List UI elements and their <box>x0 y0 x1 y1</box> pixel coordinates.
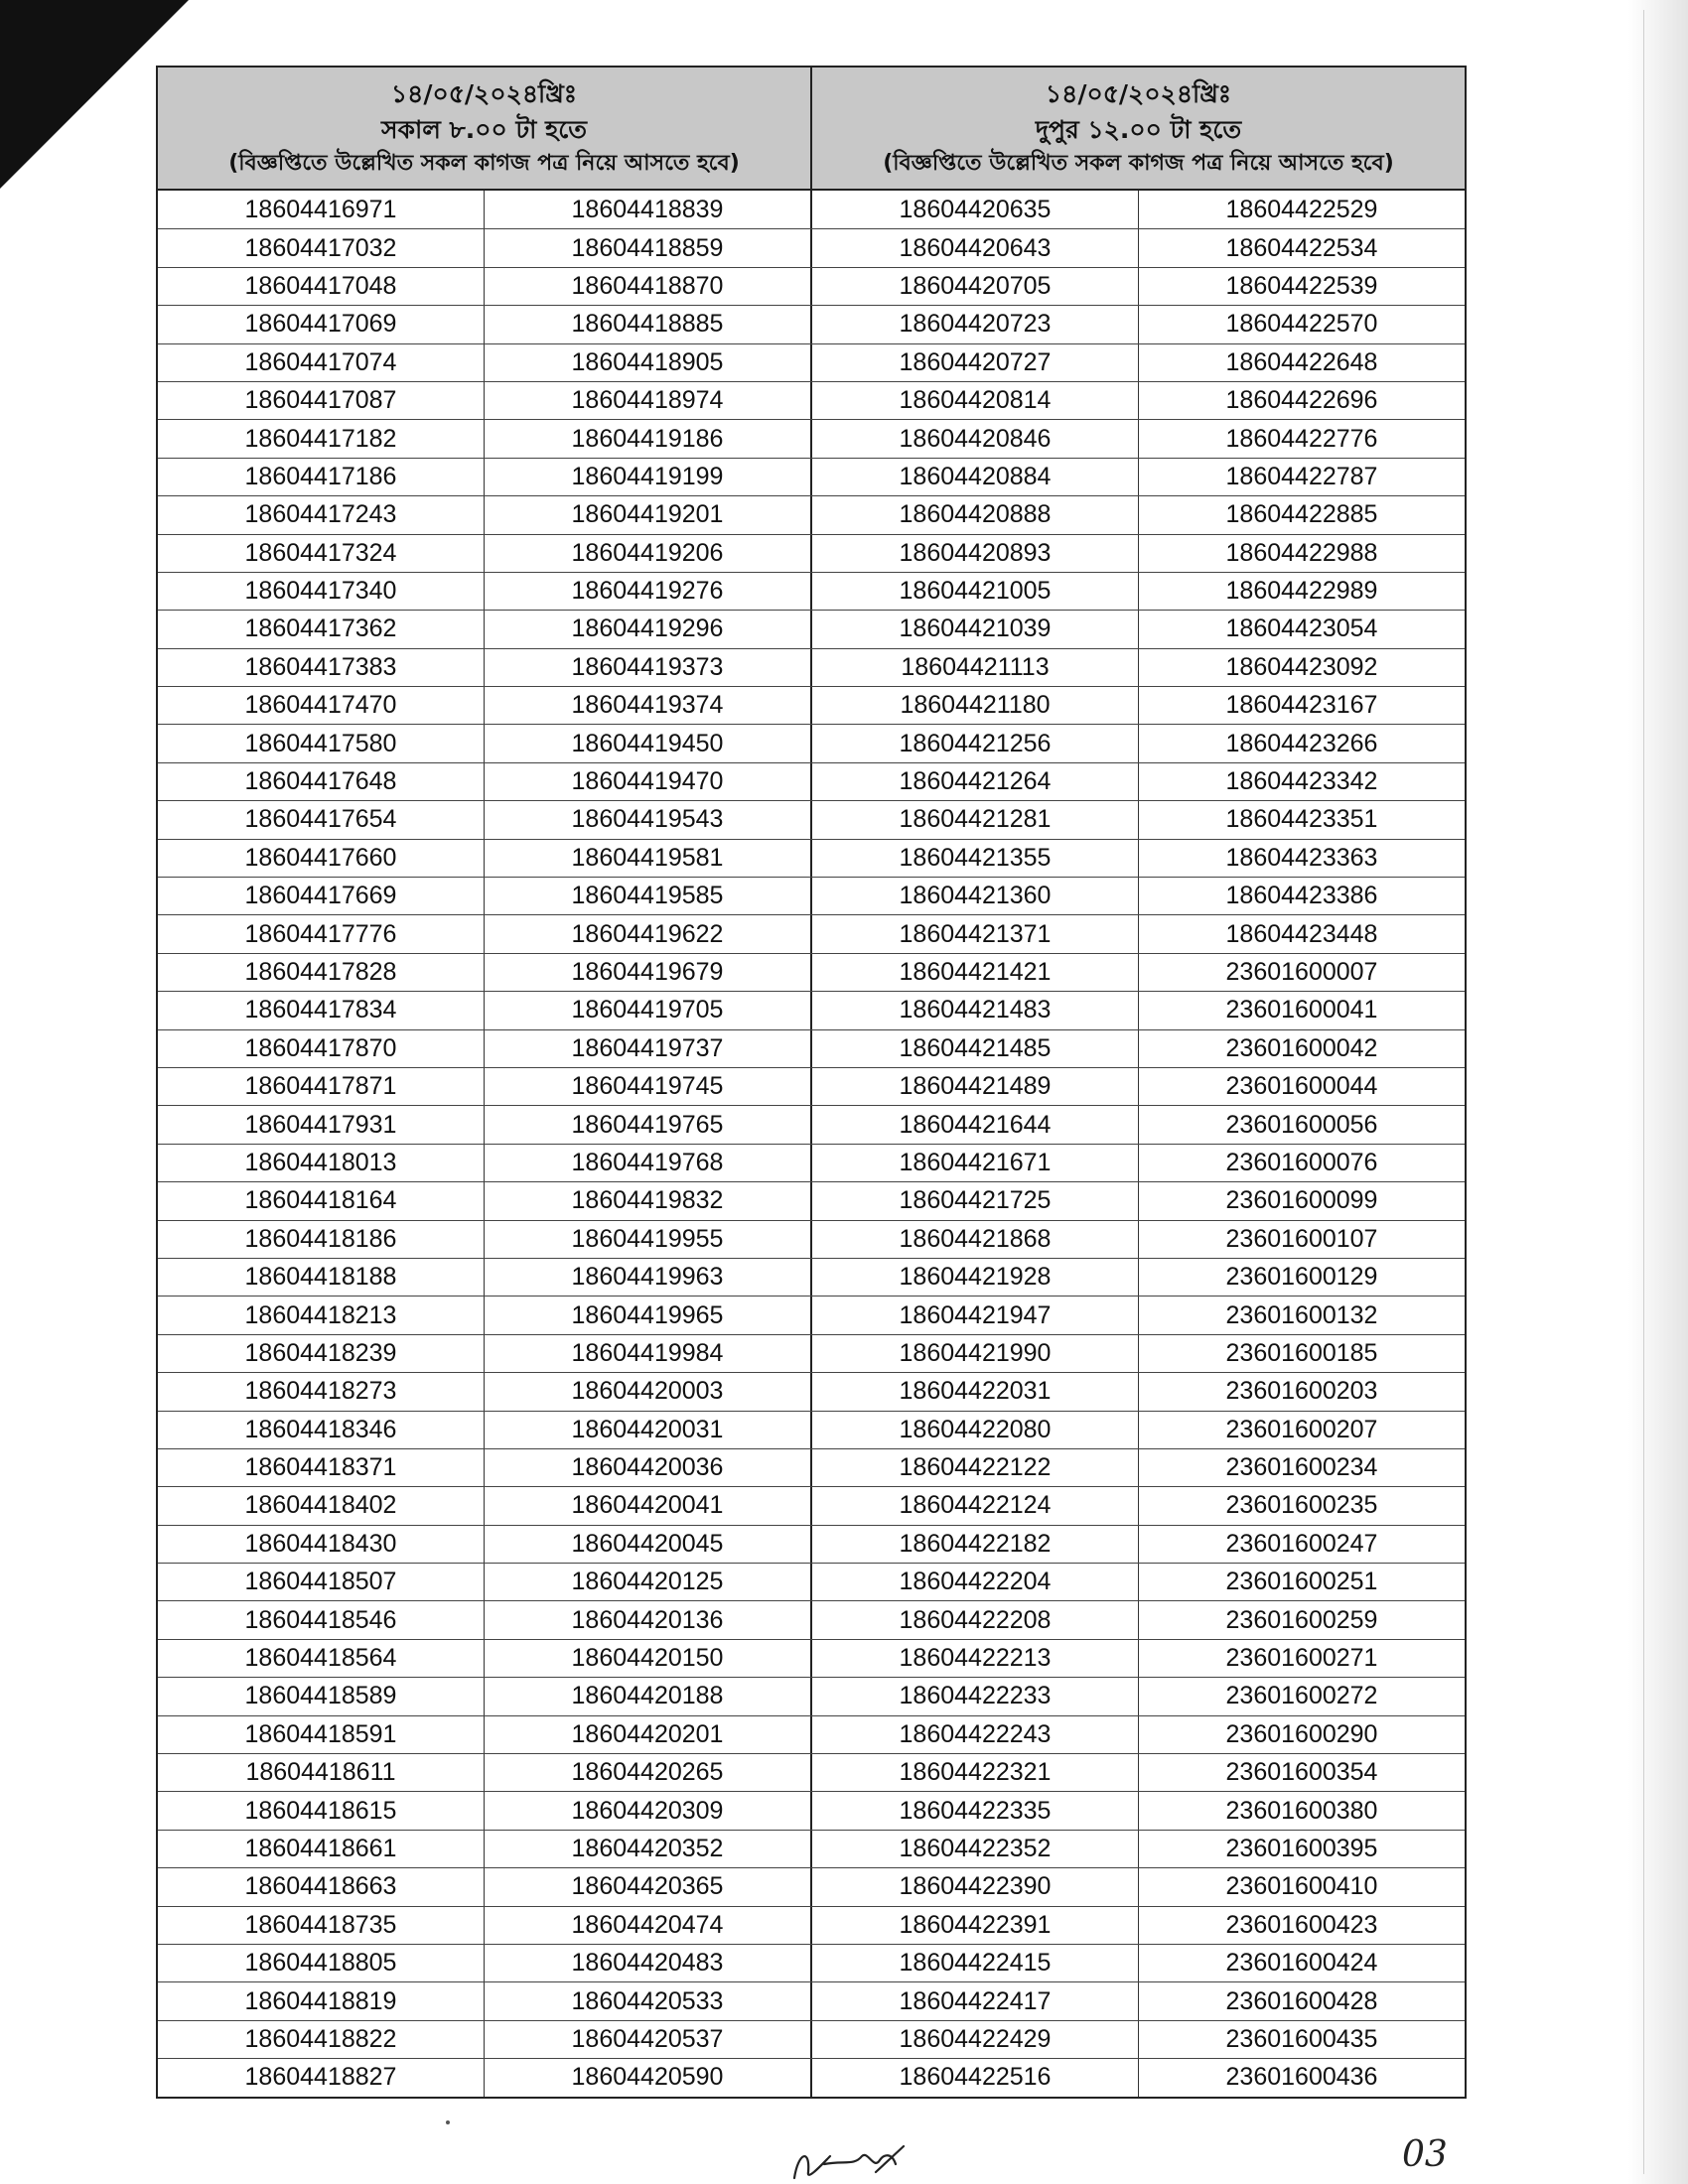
roll-number-cell: 18604421868 <box>810 1221 1138 1258</box>
roll-number-cell: 18604421360 <box>810 878 1138 914</box>
roll-number-cell: 18604417182 <box>244 424 397 453</box>
roll-number-cell: 18604419543 <box>484 801 810 838</box>
roll-number-cell: 18604422391 <box>810 1907 1138 1944</box>
roll-number-cell: 23601600044 <box>1138 1068 1465 1105</box>
header-noon-session <box>812 66 1467 191</box>
roll-number-cell: 18604417870 <box>244 1033 397 1062</box>
morning-date: ১৪/০৫/২০২৪খ্রিঃ <box>390 78 578 108</box>
roll-number-cell: 18604419276 <box>484 573 810 610</box>
roll-number-cell: 23601600380 <box>1138 1792 1465 1829</box>
roll-number-cell: 18604419581 <box>484 840 810 877</box>
roll-number-cell: 18604421947 <box>810 1297 1138 1333</box>
roll-number-cell: 18604423351 <box>1138 801 1465 838</box>
roll-number-cell: 18604420188 <box>484 1678 810 1714</box>
table-row <box>158 648 1465 686</box>
table-row <box>158 1753 1465 1791</box>
table-header <box>156 66 1467 191</box>
roll-number-cell: 18604420893 <box>810 535 1138 572</box>
roll-number-cell: 18604419832 <box>484 1182 810 1219</box>
roll-number-cell: 18604418430 <box>244 1529 397 1558</box>
roll-number-cell: 23601600272 <box>1138 1678 1465 1714</box>
roll-number-cell: 18604417776 <box>244 919 397 948</box>
roll-number-cell: 23601600259 <box>1138 1601 1465 1638</box>
roll-number-cell: 18604421180 <box>810 687 1138 724</box>
roll-number-cell: 18604421281 <box>810 801 1138 838</box>
roll-number-cell: 18604420888 <box>810 496 1138 533</box>
table-row <box>158 228 1465 266</box>
table-row <box>158 877 1465 914</box>
roll-number-cell: 18604418839 <box>484 191 810 228</box>
table-row <box>158 1181 1465 1219</box>
table-row <box>158 1411 1465 1448</box>
roll-number-cell: 18604420723 <box>810 306 1138 342</box>
roll-number-cell: 18604422204 <box>810 1564 1138 1600</box>
roll-number-cell: 18604421489 <box>810 1068 1138 1105</box>
roll-number-cell: 18604421928 <box>810 1259 1138 1296</box>
table-row <box>158 191 1465 228</box>
table-row <box>158 495 1465 533</box>
roll-number-cell: 18604419963 <box>484 1259 810 1296</box>
roll-number-cell: 18604421039 <box>810 611 1138 647</box>
roll-number-cell: 18604422534 <box>1138 229 1465 266</box>
roll-number-cell: 18604423266 <box>1138 725 1465 761</box>
roll-number-cell: 18604418735 <box>244 1910 397 1939</box>
roll-number-cell: 18604420483 <box>484 1945 810 1981</box>
roll-number-cell: 23601600271 <box>1138 1640 1465 1677</box>
roll-number-cell: 18604421256 <box>810 725 1138 761</box>
roll-number-cell: 18604422648 <box>1138 344 1465 381</box>
roll-number-cell: 18604422124 <box>810 1487 1138 1524</box>
roll-number-cell: 18604419374 <box>484 687 810 724</box>
table-body <box>156 191 1467 2099</box>
roll-number-cell: 18604417069 <box>244 310 397 339</box>
roll-number-cell: 18604423054 <box>1138 611 1465 647</box>
noon-note: (বিজ্ঞপ্তিতে উল্লেখিত সকল কাগজ পত্র নিয়ে আসতে হবে) <box>883 151 1394 177</box>
morning-time: সকাল ৮.০০ টা হতে <box>380 115 588 145</box>
roll-number-cell: 18604422529 <box>1138 191 1465 228</box>
roll-number-cell: 18604419955 <box>484 1221 810 1258</box>
roll-number-cell: 18604422988 <box>1138 535 1465 572</box>
roll-number-cell: 18604418402 <box>244 1491 397 1520</box>
table-row <box>158 1334 1465 1372</box>
table-row <box>158 1906 1465 1944</box>
roll-number-cell: 23601600099 <box>1138 1182 1465 1219</box>
table-row <box>158 839 1465 877</box>
roll-number-cell: 18604418013 <box>244 1148 397 1176</box>
roll-number-cell: 18604418663 <box>244 1872 397 1901</box>
roll-number-cell: 18604418805 <box>244 1949 397 1978</box>
roll-number-cell: 18604418239 <box>244 1338 397 1367</box>
roll-number-cell: 18604423363 <box>1138 840 1465 877</box>
roll-number-cell: 23601600436 <box>1138 2059 1465 2096</box>
roll-number-cell: 18604418885 <box>484 306 810 342</box>
table-row <box>158 267 1465 305</box>
roll-number-cell: 18604418591 <box>244 1719 397 1748</box>
table-row <box>158 991 1465 1028</box>
roll-number-cell: 18604420814 <box>810 382 1138 419</box>
roll-number-cell: 23601600354 <box>1138 1754 1465 1791</box>
signature <box>784 2142 923 2184</box>
roll-number-cell: 18604420136 <box>484 1601 810 1638</box>
roll-number-cell: 23601600428 <box>1138 1982 1465 2019</box>
roll-number-cell: 18604417362 <box>244 614 397 643</box>
roll-number-cell: 23601600056 <box>1138 1106 1465 1143</box>
table-row <box>158 724 1465 761</box>
roll-number-cell: 18604417834 <box>244 996 397 1024</box>
table-row <box>158 1144 1465 1181</box>
roll-number-cell: 18604420036 <box>484 1449 810 1486</box>
roll-number-cell: 18604417828 <box>244 958 397 986</box>
roll-number-cell: 18604418213 <box>244 1300 397 1329</box>
roll-number-cell: 18604417186 <box>244 462 397 490</box>
roll-number-cell: 18604417669 <box>244 882 397 910</box>
roll-number-cell: 23601600235 <box>1138 1487 1465 1524</box>
roll-number-cell: 18604421113 <box>810 649 1138 686</box>
roll-number-cell: 18604420537 <box>484 2021 810 2058</box>
roll-number-cell: 18604423448 <box>1138 915 1465 952</box>
roll-number-cell: 18604422415 <box>810 1945 1138 1981</box>
roll-number-cell: 18604419705 <box>484 992 810 1028</box>
roll-number-cell: 23601600042 <box>1138 1030 1465 1067</box>
roll-number-cell: 18604418974 <box>484 382 810 419</box>
roll-number-cell: 18604420352 <box>484 1831 810 1867</box>
roll-number-cell: 18604417383 <box>244 652 397 681</box>
roll-number-cell: 18604417470 <box>244 691 397 720</box>
roll-number-cell: 18604418371 <box>244 1453 397 1482</box>
roll-number-cell: 18604419768 <box>484 1145 810 1181</box>
roll-number-cell: 18604420365 <box>484 1868 810 1905</box>
roll-number-cell: 18604420309 <box>484 1792 810 1829</box>
roll-number-cell: 18604418346 <box>244 1415 397 1443</box>
table-row <box>158 1525 1465 1563</box>
table-row <box>158 572 1465 610</box>
table-row <box>158 800 1465 838</box>
roll-number-cell: 18604418273 <box>244 1377 397 1406</box>
roll-number-cell: 18604418507 <box>244 1568 397 1596</box>
roll-number-cell: 18604417032 <box>244 233 397 262</box>
roll-number-cell: 18604420150 <box>484 1640 810 1677</box>
roll-number-cell: 18604422031 <box>810 1373 1138 1410</box>
table-row <box>158 1486 1465 1524</box>
roll-number-cell: 18604422335 <box>810 1792 1138 1829</box>
roll-number-cell: 23601600247 <box>1138 1526 1465 1563</box>
roll-number-cell: 18604418827 <box>244 2063 397 2092</box>
roll-number-cell: 18604419186 <box>484 420 810 457</box>
table-row <box>158 343 1465 381</box>
roll-number-cell: 18604418188 <box>244 1263 397 1292</box>
table-row <box>158 1067 1465 1105</box>
roll-number-cell: 18604419679 <box>484 954 810 991</box>
roll-number-cell: 18604417648 <box>244 767 397 796</box>
roll-number-cell: 18604422885 <box>1138 496 1465 533</box>
roll-number-cell: 18604420846 <box>810 420 1138 457</box>
roll-number-cell: 18604418611 <box>245 1758 396 1787</box>
roll-number-cell: 18604418661 <box>244 1834 397 1862</box>
roll-number-cell: 18604418615 <box>244 1796 397 1825</box>
roll-number-cell: 18604422776 <box>1138 420 1465 457</box>
roll-number-cell: 18604419296 <box>484 611 810 647</box>
roll-number-cell: 18604417243 <box>244 500 397 529</box>
roll-number-cell: 18604423342 <box>1138 763 1465 800</box>
roll-number-cell: 18604421725 <box>810 1182 1138 1219</box>
table-row <box>158 610 1465 647</box>
roll-number-cell: 18604422213 <box>810 1640 1138 1677</box>
roll-number-cell: 18604422787 <box>1138 459 1465 495</box>
scan-speck <box>446 2120 450 2124</box>
roll-number-cell: 18604418870 <box>484 268 810 305</box>
roll-number-cell: 18604419201 <box>484 496 810 533</box>
roll-number-cell: 18604419206 <box>484 535 810 572</box>
roll-number-cell: 23601600076 <box>1138 1145 1465 1181</box>
morning-note: (বিজ্ঞপ্তিতে উল্লেখিত সকল কাগজ পত্র নিয়ে আসতে হবে) <box>228 151 740 177</box>
table-row <box>158 686 1465 724</box>
roll-number-cell: 23601600185 <box>1138 1335 1465 1372</box>
roll-number-cell: 18604417048 <box>244 271 397 300</box>
roll-number-cell: 18604422243 <box>810 1716 1138 1753</box>
roll-number-cell: 18604419470 <box>484 763 810 800</box>
page-edge-line <box>1643 10 1644 2174</box>
roll-number-cell: 18604417931 <box>244 1110 397 1139</box>
table-row <box>158 1677 1465 1714</box>
roll-number-cell: 23601600290 <box>1138 1716 1465 1753</box>
roll-number-cell: 18604419984 <box>484 1335 810 1372</box>
roll-number-cell: 18604422233 <box>810 1678 1138 1714</box>
roll-number-cell: 23601600410 <box>1138 1868 1465 1905</box>
table-row <box>158 914 1465 952</box>
roll-number-cell: 18604422989 <box>1138 573 1465 610</box>
roll-number-cell: 23601600423 <box>1138 1907 1465 1944</box>
roll-number-cell: 18604422321 <box>810 1754 1138 1791</box>
roll-number-cell: 18604421483 <box>810 992 1138 1028</box>
roll-number-cell: 18604419199 <box>484 459 810 495</box>
roll-number-cell: 18604418859 <box>484 229 810 266</box>
table-row <box>158 1981 1465 2019</box>
roll-number-cell: 18604423386 <box>1138 878 1465 914</box>
roll-number-cell: 18604422080 <box>810 1412 1138 1448</box>
roll-number-cell: 18604420201 <box>484 1716 810 1753</box>
header-morning-session <box>156 66 812 191</box>
roll-number-cell: 18604422516 <box>810 2059 1138 2096</box>
roll-number-cell: 18604420635 <box>810 191 1138 228</box>
roll-number-cell: 23601600435 <box>1138 2021 1465 2058</box>
roll-number-cell: 18604419737 <box>484 1030 810 1067</box>
roll-number-cell: 23601600107 <box>1138 1221 1465 1258</box>
roll-number-cell: 18604419450 <box>484 725 810 761</box>
roll-number-cell: 18604417580 <box>244 729 397 757</box>
roll-number-cell: 18604422182 <box>810 1526 1138 1563</box>
roll-number-cell: 18604420031 <box>484 1412 810 1448</box>
roll-number-cell: 18604422352 <box>810 1831 1138 1867</box>
roll-number-cell: 18604422539 <box>1138 268 1465 305</box>
table-row <box>158 2058 1465 2096</box>
roll-number-cell: 23601600007 <box>1138 954 1465 991</box>
page-edge-shadow <box>1628 0 1688 2184</box>
roll-number-cell: 18604417654 <box>244 805 397 834</box>
roll-number-cell: 18604419745 <box>484 1068 810 1105</box>
table-row <box>158 1639 1465 1677</box>
roll-number-cell: 18604421671 <box>810 1145 1138 1181</box>
roll-number-cell: 18604422429 <box>810 2021 1138 2058</box>
table-row <box>158 534 1465 572</box>
table-row <box>158 458 1465 495</box>
roll-number-table <box>156 66 1467 2099</box>
roll-number-cell: 18604418564 <box>244 1644 397 1673</box>
table-row <box>158 1867 1465 1905</box>
roll-number-cell: 18604418589 <box>244 1682 397 1710</box>
roll-number-cell: 18604420474 <box>484 1907 810 1944</box>
roll-number-cell: 18604422390 <box>810 1868 1138 1905</box>
roll-number-cell: 18604420884 <box>810 459 1138 495</box>
roll-number-cell: 18604418819 <box>244 1986 397 2015</box>
table-row <box>158 1448 1465 1486</box>
table-row <box>158 1296 1465 1333</box>
roll-number-cell: 18604419622 <box>484 915 810 952</box>
roll-number-cell: 23601600203 <box>1138 1373 1465 1410</box>
roll-number-cell: 18604422696 <box>1138 382 1465 419</box>
roll-number-cell: 18604421355 <box>810 840 1138 877</box>
roll-number-cell: 18604420590 <box>484 2059 810 2096</box>
roll-number-cell: 23601600207 <box>1138 1412 1465 1448</box>
roll-number-cell: 18604421485 <box>810 1030 1138 1067</box>
roll-number-cell: 18604416971 <box>244 195 397 223</box>
roll-number-cell: 18604417324 <box>244 538 397 567</box>
roll-number-cell: 18604421644 <box>810 1106 1138 1143</box>
roll-number-cell: 18604422122 <box>810 1449 1138 1486</box>
table-row <box>158 2020 1465 2058</box>
roll-number-cell: 23601600234 <box>1138 1449 1465 1486</box>
roll-number-cell: 18604418905 <box>484 344 810 381</box>
roll-number-cell: 18604422417 <box>810 1982 1138 2019</box>
roll-number-cell: 18604417660 <box>244 843 397 872</box>
roll-number-cell: 18604421264 <box>810 763 1138 800</box>
roll-number-cell: 18604420705 <box>810 268 1138 305</box>
roll-number-cell: 23601600129 <box>1138 1259 1465 1296</box>
roll-number-cell: 23601600041 <box>1138 992 1465 1028</box>
roll-number-cell: 18604419765 <box>484 1106 810 1143</box>
roll-number-cell: 23601600424 <box>1138 1945 1465 1981</box>
table-row <box>158 1105 1465 1143</box>
roll-number-cell: 18604418186 <box>244 1224 397 1253</box>
table-row <box>158 1220 1465 1258</box>
roll-number-cell: 18604417074 <box>244 347 397 376</box>
roll-number-cell: 18604420265 <box>484 1754 810 1791</box>
roll-number-cell: 18604419965 <box>484 1297 810 1333</box>
table-row <box>158 305 1465 342</box>
roll-number-cell: 18604420045 <box>484 1526 810 1563</box>
table-row <box>158 1830 1465 1867</box>
roll-number-cell: 18604420727 <box>810 344 1138 381</box>
roll-number-cell: 18604418822 <box>244 2024 397 2053</box>
table-row <box>158 762 1465 800</box>
table-row <box>158 1372 1465 1410</box>
table-row <box>158 1258 1465 1296</box>
roll-number-cell: 23601600395 <box>1138 1831 1465 1867</box>
roll-number-cell: 18604419373 <box>484 649 810 686</box>
roll-number-cell: 18604422208 <box>810 1601 1138 1638</box>
table-row <box>158 419 1465 457</box>
roll-number-cell: 18604420533 <box>484 1982 810 2019</box>
noon-time: দুপুর ১২.০০ টা হতে <box>1035 115 1242 145</box>
roll-number-cell: 18604420041 <box>484 1487 810 1524</box>
roll-number-cell: 23601600132 <box>1138 1297 1465 1333</box>
table-row <box>158 381 1465 419</box>
table-row <box>158 1791 1465 1829</box>
roll-number-cell: 18604421005 <box>810 573 1138 610</box>
roll-number-cell: 18604422570 <box>1138 306 1465 342</box>
noon-date: ১৪/০৫/২০২৪খ্রিঃ <box>1045 78 1232 108</box>
roll-number-cell: 23601600251 <box>1138 1564 1465 1600</box>
roll-number-cell: 18604420643 <box>810 229 1138 266</box>
roll-number-cell: 18604423092 <box>1138 649 1465 686</box>
roll-number-cell: 18604421421 <box>810 954 1138 991</box>
table-row <box>158 1600 1465 1638</box>
table-row <box>158 1563 1465 1600</box>
roll-number-cell: 18604420125 <box>484 1564 810 1600</box>
table-row <box>158 1715 1465 1753</box>
roll-number-cell: 18604419585 <box>484 878 810 914</box>
roll-number-cell: 18604423167 <box>1138 687 1465 724</box>
table-row <box>158 1029 1465 1067</box>
roll-number-cell: 18604418546 <box>244 1605 397 1634</box>
roll-number-cell: 18604420003 <box>484 1373 810 1410</box>
page-number: 03 <box>1402 2134 1448 2175</box>
roll-number-cell: 18604421371 <box>810 915 1138 952</box>
roll-number-cell: 18604418164 <box>244 1186 397 1215</box>
roll-number-cell: 18604417871 <box>244 1072 397 1101</box>
table-row <box>158 953 1465 991</box>
table-row <box>158 1944 1465 1981</box>
roll-number-cell: 18604417340 <box>244 577 397 606</box>
roll-number-cell: 18604417087 <box>244 386 397 415</box>
roll-number-cell: 18604421990 <box>810 1335 1138 1372</box>
